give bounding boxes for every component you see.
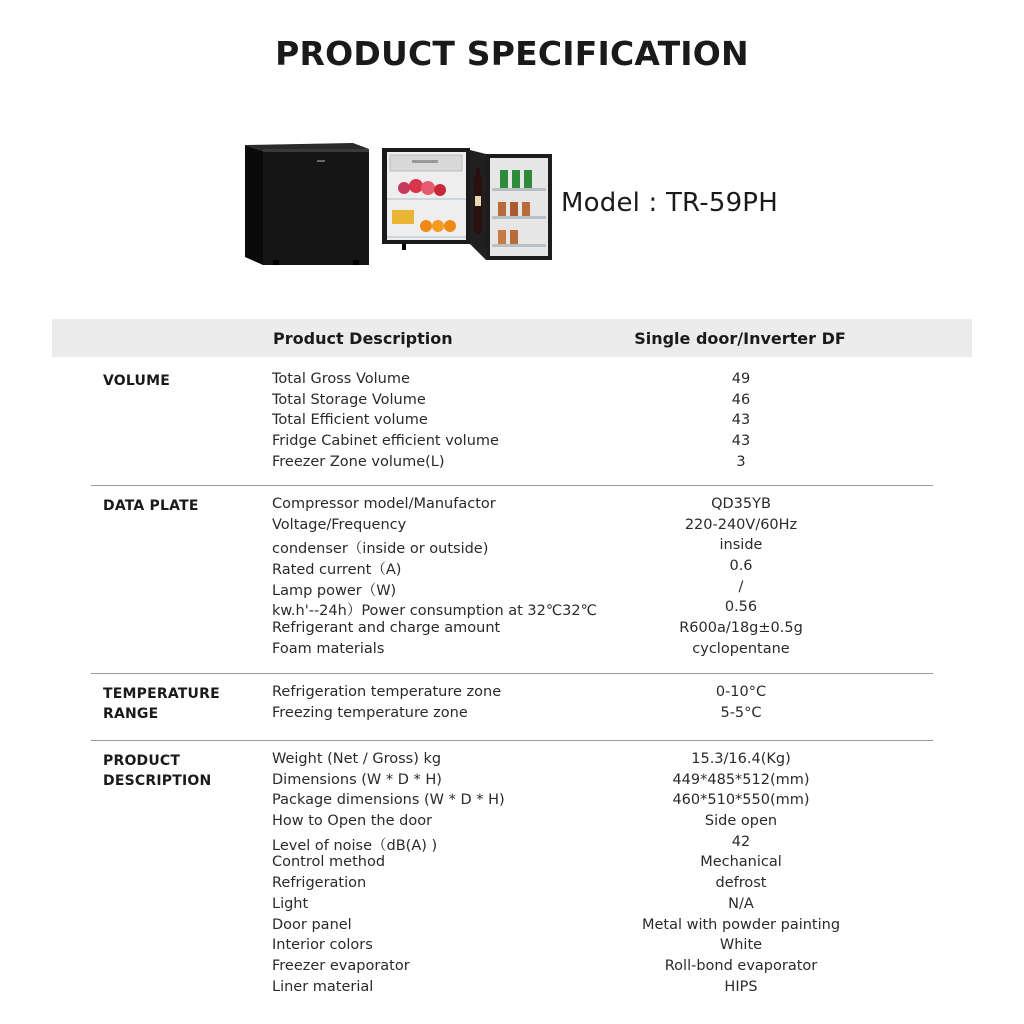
- header-description-label: Product Description: [273, 329, 453, 348]
- row-value: Mechanical: [700, 854, 782, 871]
- row-value: 43: [731, 433, 751, 450]
- row-value: 0.6: [729, 558, 753, 575]
- table-row: [0, 875, 1024, 896]
- row-value: 49: [731, 371, 751, 387]
- row-label: Total Efficient volume: [272, 412, 428, 429]
- spec-rows: [0, 684, 1024, 725]
- row-value: 43: [731, 412, 751, 429]
- section-label-line: RANGE: [103, 706, 159, 722]
- row-value: 220-240V/60Hz: [684, 516, 798, 533]
- table-row: [0, 854, 1024, 875]
- row-label: Freezer Zone volume(L): [272, 453, 445, 470]
- row-value: 0.56: [724, 599, 758, 616]
- table-row: [0, 579, 1024, 600]
- table-row: [0, 834, 1024, 855]
- row-label: Total Gross Volume: [272, 371, 410, 387]
- table-row: [0, 537, 1024, 558]
- table-row: [0, 496, 1024, 517]
- section-label-line: PRODUCT: [103, 753, 181, 769]
- row-label: Light: [272, 895, 309, 912]
- row-label: Interior colors: [272, 937, 373, 954]
- table-row: [0, 772, 1024, 793]
- table-row: [0, 751, 1024, 772]
- header-value-label: Single door/Inverter DF: [634, 329, 846, 348]
- table-row: [0, 558, 1024, 579]
- row-label: Freezer evaporator: [272, 957, 410, 974]
- row-label: Refrigeration: [272, 875, 367, 892]
- fridge-closed-image: [243, 143, 371, 267]
- row-value: HIPS: [724, 978, 758, 995]
- section-divider: [91, 740, 933, 741]
- row-value: Side open: [704, 813, 778, 830]
- table-row: [0, 599, 1024, 620]
- row-label: Voltage/Frequency: [272, 516, 407, 533]
- row-value: 5-5°C: [720, 704, 762, 721]
- table-row: [0, 917, 1024, 938]
- row-value: Metal with powder painting: [641, 916, 841, 933]
- table-row: [0, 684, 1024, 705]
- row-label: Compressor model/Manufactor: [272, 496, 496, 512]
- row-label: Rated current（A): [272, 562, 402, 579]
- table-row: [0, 813, 1024, 834]
- row-label: Freezing temperature zone: [272, 704, 468, 721]
- fridge-open-image: [382, 148, 554, 262]
- row-value: 460*510*550(mm): [672, 792, 810, 809]
- table-row: [0, 641, 1024, 662]
- row-label: Total Storage Volume: [272, 391, 426, 408]
- spec-rows: [0, 751, 1024, 999]
- row-value: R600a/18g±0.5g: [679, 620, 803, 637]
- section-label: DATA PLATE: [103, 498, 199, 514]
- row-value: /: [738, 578, 744, 595]
- table-row: [0, 896, 1024, 917]
- row-value: cyclopentane: [692, 640, 790, 657]
- section-label-line: TEMPERATURE: [103, 686, 220, 702]
- row-label: Fridge Cabinet efficient volume: [272, 433, 499, 450]
- row-label: Dimensions (W * D * H): [272, 771, 442, 788]
- row-value: 46: [731, 391, 751, 408]
- model-name: Model : TR-59PH: [561, 188, 778, 218]
- table-row: [0, 412, 1024, 433]
- row-value: N/A: [728, 895, 754, 912]
- table-row: [0, 979, 1024, 1000]
- row-value: 0-10°C: [715, 684, 767, 700]
- table-row: [0, 517, 1024, 538]
- row-label: Package dimensions (W * D * H): [272, 792, 505, 809]
- row-label: Control method: [272, 854, 386, 871]
- row-label: Liner material: [272, 978, 374, 995]
- row-value: 15.3/16.4(Kg): [691, 751, 791, 767]
- table-row: [0, 792, 1024, 813]
- table-row: [0, 620, 1024, 641]
- row-value: defrost: [715, 875, 767, 892]
- row-label: kw.h'--24h）Power consumption at 32℃32℃: [272, 603, 597, 620]
- row-value: 42: [731, 833, 751, 850]
- row-value: Roll-bond evaporator: [664, 957, 818, 974]
- table-row: [0, 958, 1024, 979]
- row-label: Door panel: [272, 916, 352, 933]
- table-row: [0, 392, 1024, 413]
- row-value: 449*485*512(mm): [672, 771, 810, 788]
- row-label: Weight (Net / Gross) kg: [272, 751, 442, 767]
- table-row: [0, 454, 1024, 475]
- table-row: [0, 705, 1024, 726]
- row-value: inside: [719, 537, 763, 554]
- row-label: Refrigerant and charge amount: [272, 620, 501, 637]
- row-value: QD35YB: [711, 496, 771, 512]
- row-label: How to Open the door: [272, 813, 433, 830]
- page-title: PRODUCT SPECIFICATION: [275, 34, 749, 73]
- row-label: Refrigeration temperature zone: [272, 684, 502, 700]
- row-label: Level of noise（dB(A) ): [272, 837, 438, 854]
- spec-rows: [0, 371, 1024, 474]
- section-divider: [91, 673, 933, 674]
- row-label: Foam materials: [272, 640, 385, 657]
- spec-rows: [0, 496, 1024, 662]
- row-value: 3: [736, 453, 746, 470]
- row-label: condenser（inside or outside): [272, 541, 489, 558]
- row-label: Lamp power（W): [272, 582, 397, 599]
- table-row: [0, 937, 1024, 958]
- row-value: White: [719, 937, 763, 954]
- section-label-line: DESCRIPTION: [103, 773, 212, 789]
- table-row: [0, 433, 1024, 454]
- table-row: [0, 371, 1024, 392]
- section-divider: [91, 485, 933, 486]
- section-label: VOLUME: [103, 373, 170, 389]
